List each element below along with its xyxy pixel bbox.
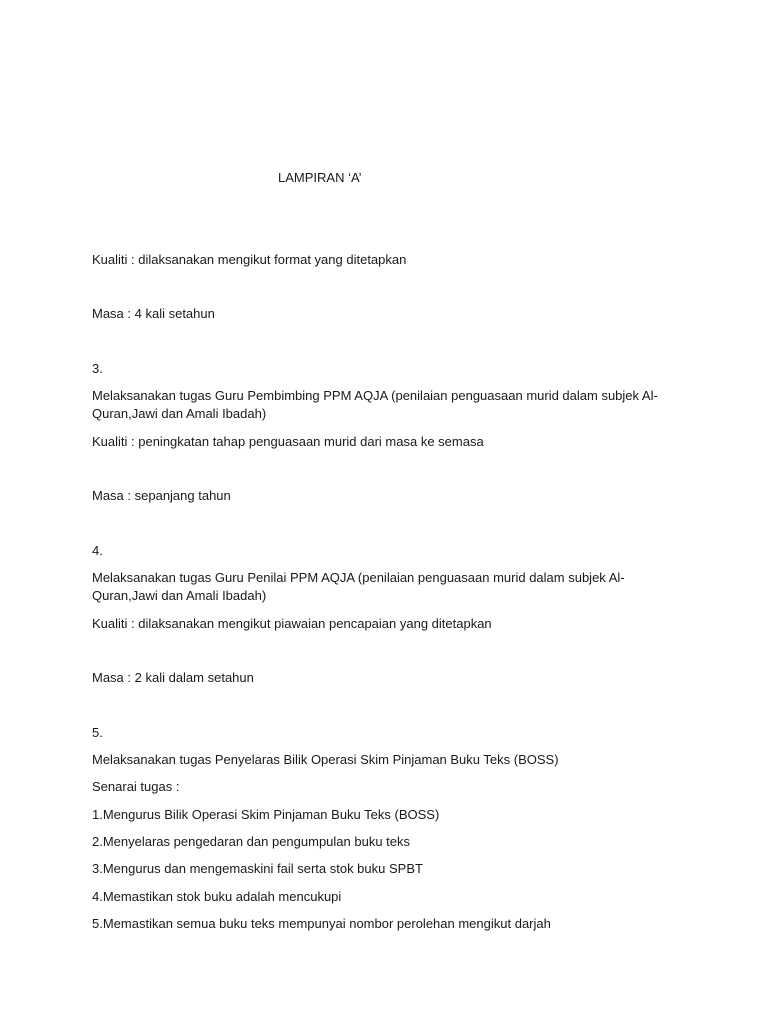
task-list-heading: Senarai tugas : <box>92 779 180 794</box>
task-4-description: Melaksanakan tugas Guru Penilai PPM AQJA (penilaian penguasaan murid dalam subjek Al-Quran,Jawi dan Amali Ibadah) <box>92 570 625 603</box>
item-number-3: 3. <box>92 361 103 376</box>
page-title: LAMPIRAN ‘A’ <box>278 170 362 185</box>
item-number-5: 5. <box>92 725 103 740</box>
task-5-description: Melaksanakan tugas Penyelaras Bilik Operasi Skim Pinjaman Buku Teks (BOSS) <box>92 752 559 767</box>
task-list-item: 3.Mengurus dan mengemaskini fail serta stok buku SPBT <box>92 861 423 876</box>
task-3-description: Melaksanakan tugas Guru Pembimbing PPM AQJA (penilaian penguasaan murid dalam subjek Al-Quran,Jawi dan Amali Ibadah) <box>92 388 658 421</box>
masa-line-4: Masa : 2 kali dalam setahun <box>92 670 254 685</box>
task-list-item: 2.Menyelaras pengedaran dan pengumpulan buku teks <box>92 834 411 849</box>
task-list-item: 1.Mengurus Bilik Operasi Skim Pinjaman Buku Teks (BOSS) <box>92 807 440 822</box>
task-list-item: 4.Memastikan stok buku adalah mencukupi <box>92 889 342 904</box>
kualiti-line-4: Kualiti : dilaksanakan mengikut piawaian pencapaian yang ditetapkan <box>92 616 492 631</box>
item-number-4: 4. <box>92 543 103 558</box>
kualiti-line-1: Kualiti : dilaksanakan mengikut format yang ditetapkan <box>92 252 407 267</box>
masa-line-1: Masa : 4 kali setahun <box>92 306 215 321</box>
masa-line-3: Masa : sepanjang tahun <box>92 488 231 503</box>
kualiti-line-3: Kualiti : peningkatan tahap penguasaan murid dari masa ke semasa <box>92 434 484 449</box>
task-list-item: 5.Memastikan semua buku teks mempunyai nombor perolehan mengikut darjah <box>92 916 551 931</box>
